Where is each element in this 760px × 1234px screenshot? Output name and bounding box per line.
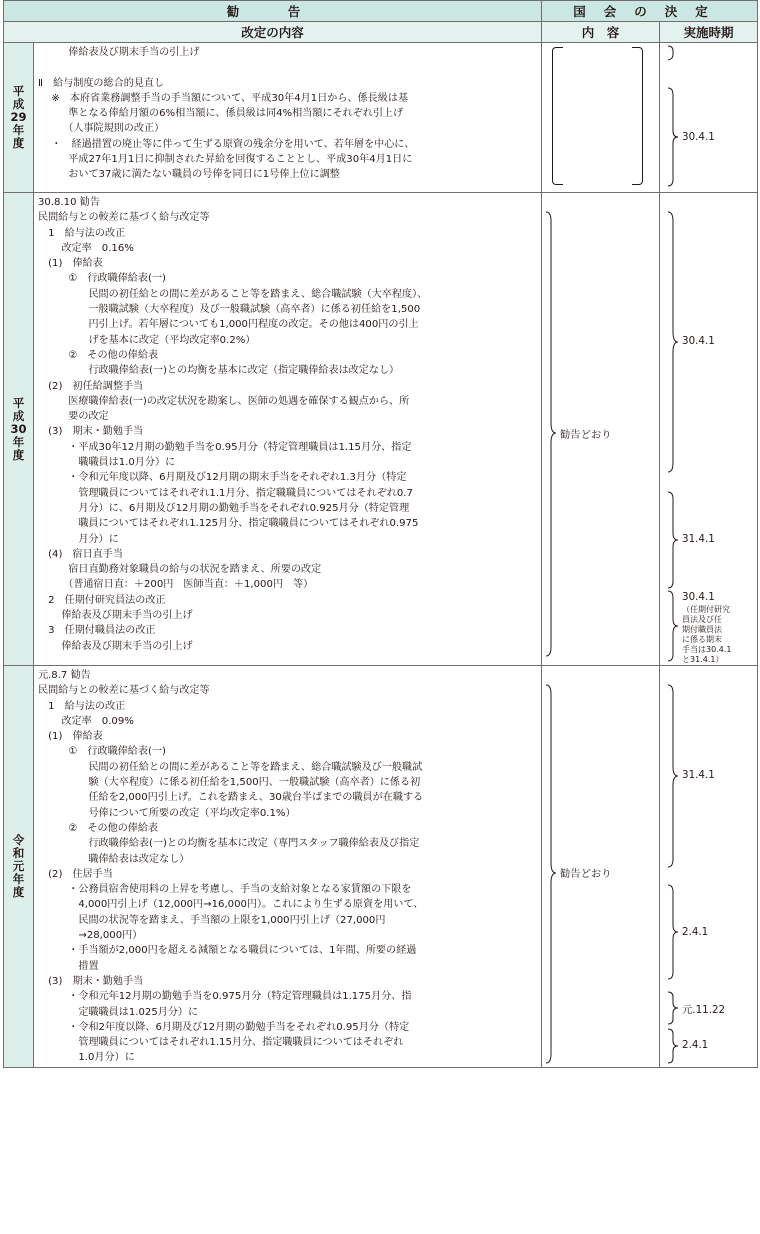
- content-line: 宿日直勤務対象職員の給与の状況を踏まえ、所要の改定: [38, 564, 322, 576]
- era-cell: 令 和 元 年 度: [4, 666, 34, 1068]
- brace-icon: [544, 684, 558, 1064]
- right-bracket: [632, 47, 643, 185]
- salary-revision-table: [3, 0, 758, 1068]
- content-line: 1 給与法の改正: [38, 700, 126, 712]
- decision-cell: [542, 193, 660, 666]
- table-row: [4, 193, 758, 666]
- brace-icon: [666, 491, 680, 589]
- timing-date: 2.4.1: [682, 926, 709, 938]
- brace-icon: [666, 45, 680, 61]
- content-line: 民間給与との較差に基づく給与改定等: [38, 685, 210, 697]
- content-line: 円引上げ。若年層についても1,000円程度の改定。その他は400円の引上: [38, 319, 419, 331]
- content-line: ② その他の俸給表: [38, 349, 159, 361]
- content-line: (4) 宿日直手当: [38, 548, 123, 560]
- content-line: 平成27年1月1日に抑制された昇給を回復することとし、平成30年4月1日に: [38, 154, 413, 166]
- content-line: ※ 本府省業務調整手当の手当額について、平成30年4月1日から、係長級は基: [38, 92, 409, 104]
- decision-cell: [542, 666, 660, 1068]
- timing-date: 30.4.1: [682, 131, 715, 143]
- content-line: 任給を2,000円引上げ。これを踏まえ、30歳台半ばまでの職員が在職する: [38, 792, 424, 804]
- content-line: 月分）に: [38, 533, 119, 545]
- content-line: 民間の初任給との間に差があること等を踏まえ、総合職試験（大卒程度）、: [38, 288, 428, 300]
- content-line: 1.0月分）に: [38, 1052, 135, 1064]
- content-line: (3) 期末・勤勉手当: [38, 975, 144, 987]
- timing-date: 2.4.1: [682, 1039, 709, 1051]
- content-line: 民間給与との較差に基づく給与改定等: [38, 212, 210, 224]
- content-line: Ⅱ 給与制度の総合的見直し: [38, 77, 165, 89]
- content-line: ① 行政職俸給表(一): [38, 273, 166, 285]
- timing-date: 31.4.1: [682, 533, 715, 545]
- brace-icon: [666, 991, 680, 1025]
- timing-date: 30.4.1: [682, 591, 715, 603]
- content-line: 定職職員は1.025月分）に: [38, 1006, 199, 1018]
- content-line: 4,000円引上げ（12,000円→16,000円）。これにより生ずる原資を用いて、: [38, 899, 424, 911]
- content-line: 1 給与法の改正: [38, 227, 126, 239]
- revision-content: [34, 43, 542, 193]
- content-line: 号俸について所要の改定（平均改定率0.1%）: [38, 807, 296, 819]
- content-line: 俸給表及び期末手当の引上げ: [38, 610, 193, 622]
- content-line: 民間の初任給との間に差があること等を踏まえ、総合職試験及び一般職試: [38, 761, 423, 773]
- era-cell: 平 成 30 年 度: [4, 193, 34, 666]
- content-line: 3 任期付職員法の改正: [38, 625, 156, 637]
- content-line: [38, 60, 537, 75]
- content-line: ・令和元年12月期の勤勉手当を0.975月分（特定管理職員は1.175月分、指: [38, 991, 412, 1003]
- revision-content: [34, 193, 542, 666]
- table-row: [4, 43, 758, 193]
- recommendation-header: 勧 告: [4, 1, 542, 22]
- content-line: 管理職員についてはそれぞれ1.15月分、指定職職員についてはそれぞれ: [38, 1037, 404, 1049]
- content-line: (2) 住居手当: [38, 868, 113, 880]
- content-line: 2 任期付研究員法の改正: [38, 594, 166, 606]
- diet-decision-header: 国会の決定: [542, 1, 758, 22]
- content-line: げを基本に改定（平均改定率0.2%）: [38, 334, 256, 346]
- content-line: 準となる俸給月額の6%相当額に、係員級は同4%相当額にそれぞれ引上げ: [38, 108, 404, 120]
- content-line: 改定率 0.16%: [38, 242, 134, 254]
- timing-date: 元.11.22: [682, 1004, 726, 1016]
- content-line: 職員についてはそれぞれ1.125月分、指定職職員についてはそれぞれ0.975: [38, 518, 419, 530]
- content-line: ・ 経過措置の廃止等に伴って生ずる原資の残余分を用いて、若年層を中心に、: [38, 138, 415, 150]
- content-line: (1) 俸給表: [38, 258, 103, 270]
- content-line: ・令和2年度以降、6月期及び12月期の勤勉手当をそれぞれ0.95月分（特定: [38, 1021, 410, 1033]
- content-line: ・公務員宿舎使用料の上昇を考慮し、手当の支給対象となる家賃額の下限を: [38, 884, 412, 896]
- content-line: (1) 俸給表: [38, 731, 103, 743]
- content-line: 要の改定: [38, 411, 109, 423]
- decision-text: 勧告どおり: [560, 868, 612, 880]
- timing-cell: [660, 193, 758, 666]
- decision-cell: [542, 43, 660, 193]
- content-line: 改定率 0.09%: [38, 715, 134, 727]
- content-line: ② その他の俸給表: [38, 822, 159, 834]
- content-line: ・手当額が2,000円を超える減額となる職員については、1年間、所要の経過: [38, 945, 417, 957]
- timing-cell: [660, 43, 758, 193]
- content-line: 行政職俸給表(一)との均衡を基本に改定（指定職俸給表は改定なし）: [38, 365, 400, 377]
- brace-icon: [544, 211, 558, 657]
- brace-icon: [666, 1028, 680, 1064]
- table-row: [4, 666, 758, 1068]
- content-line: 医療職俸給表(一)の改定状況を勘案し、医師の処遇を確保する観点から、所: [38, 395, 410, 407]
- content-line: ・令和元年度以降、6月期及び12月期の期末手当をそれぞれ1.3月分（特定: [38, 472, 407, 484]
- content-line: 行政職俸給表(一)との均衡を基本に改定（専門スタッフ職俸給表及び指定: [38, 838, 420, 850]
- content-line: (2) 初任給調整手当: [38, 380, 144, 392]
- content-line: （普通宿日直：＋200円 医師当直：＋1,000円 等）: [38, 579, 314, 591]
- content-line: ① 行政職俸給表(一): [38, 746, 166, 758]
- content-line: 措置: [38, 960, 99, 972]
- brace-icon: [666, 87, 680, 187]
- brace-icon: [666, 590, 680, 662]
- content-line: 俸給表及び期末手当の引上げ: [38, 640, 193, 652]
- brace-icon: [666, 211, 680, 473]
- implementation-header: 実施時期: [660, 22, 758, 43]
- content-line: 験（大卒程度）に係る初任給を1,500円、一般職試験（高卒者）に係る初: [38, 777, 421, 789]
- content-line: 30.8.10 勧告: [38, 197, 100, 208]
- content-line: 元.8.7 勧告: [38, 670, 91, 681]
- content-line: 職職員は1.0月分）に: [38, 457, 176, 469]
- timing-note: （任期付研究 員法及び任 期付職員法 に係る期末 手当は30.4.1 と31.4.1）: [682, 605, 732, 664]
- era-cell: 平 成 29 年 度: [4, 43, 34, 193]
- timing-date: 31.4.1: [682, 769, 715, 781]
- decision-text: 勧告どおり: [560, 429, 612, 441]
- content-line: 一般職試験（大卒程度）及び一般職試験（高卒者）に係る初任給を1,500: [38, 304, 421, 316]
- content-line: 民間の状況等を踏まえ、手当額の上限を1,000円引上げ（27,000円: [38, 914, 386, 926]
- content-line: →28,000円）: [38, 930, 143, 942]
- content-line: 職俸給表は改定なし）: [38, 853, 190, 865]
- brace-icon: [666, 684, 680, 868]
- content-line: 管理職員についてはそれぞれ1.1月分、指定職職員についてはそれぞれ0.7: [38, 487, 413, 499]
- timing-date: 30.4.1: [682, 335, 715, 347]
- content-line: 月分）に、6月期及び12月期の勤勉手当をそれぞれ0.925月分（特定管理: [38, 502, 410, 514]
- content-line: （人事院規則の改正）: [38, 123, 165, 135]
- content-line: 俸給表及び期末手当の引上げ: [38, 47, 200, 58]
- left-bracket: [552, 47, 563, 185]
- content-line: (3) 期末・勤勉手当: [38, 426, 144, 438]
- brace-icon: [666, 884, 680, 980]
- content-line: おいて37歳に満たない職員の号俸を同日に1号俸上位に調整: [38, 169, 340, 181]
- timing-cell: [660, 666, 758, 1068]
- revision-content: [34, 666, 542, 1068]
- revision-content-header: 改定の内容: [4, 22, 542, 43]
- content-header: 内 容: [542, 22, 660, 43]
- content-line: ・平成30年12月期の勤勉手当を0.95月分（特定管理職員は1.15月分、指定: [38, 441, 412, 453]
